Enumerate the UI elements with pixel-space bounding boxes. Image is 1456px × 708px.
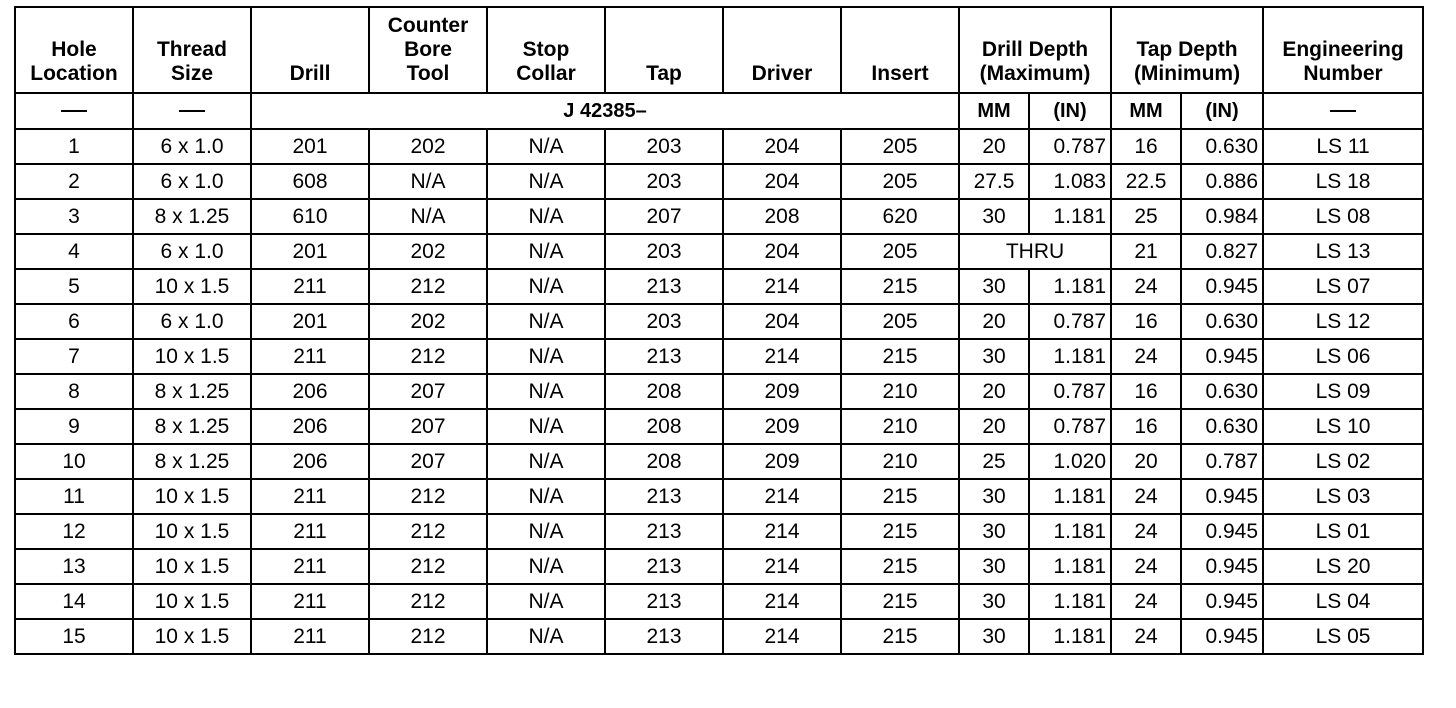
cell-drill: 610 xyxy=(251,199,369,234)
cell-tap-depth-mm: 24 xyxy=(1111,514,1181,549)
cell-insert: 210 xyxy=(841,374,959,409)
cell-engineering-number: LS 20 xyxy=(1263,549,1423,584)
cell-stop-collar: N/A xyxy=(487,234,605,269)
cell-drill-depth-mm: 30 xyxy=(959,269,1029,304)
cell-drill: 201 xyxy=(251,129,369,164)
cell-counter-bore-tool: N/A xyxy=(369,164,487,199)
cell-stop-collar: N/A xyxy=(487,164,605,199)
cell-drill-depth-mm: 30 xyxy=(959,479,1029,514)
cell-driver: 209 xyxy=(723,409,841,444)
table-row xyxy=(15,444,1423,479)
cell-engineering-number: LS 04 xyxy=(1263,584,1423,619)
table-row xyxy=(15,164,1423,199)
cell-insert: 205 xyxy=(841,164,959,199)
cell-driver: 214 xyxy=(723,619,841,654)
cell-tap-depth-mm: 16 xyxy=(1111,304,1181,339)
header-insert: Insert xyxy=(841,7,959,93)
cell-engineering-number: LS 05 xyxy=(1263,619,1423,654)
cell-hole-location: 4 xyxy=(15,234,133,269)
cell-tap: 203 xyxy=(605,164,723,199)
table-row xyxy=(15,409,1423,444)
cell-drill-depth-mm: 20 xyxy=(959,374,1029,409)
cell-insert: 210 xyxy=(841,409,959,444)
dash-mark xyxy=(61,110,87,112)
cell-thread-size: 8 x 1.25 xyxy=(133,199,251,234)
table-row xyxy=(15,304,1423,339)
cell-thread-size: 8 x 1.25 xyxy=(133,409,251,444)
cell-insert: 205 xyxy=(841,129,959,164)
cell-tap-depth-in: 0.945 xyxy=(1181,619,1263,654)
cell-stop-collar: N/A xyxy=(487,549,605,584)
cell-tap-depth-in: 0.630 xyxy=(1181,409,1263,444)
cell-tap-depth-mm: 16 xyxy=(1111,129,1181,164)
cell-stop-collar: N/A xyxy=(487,514,605,549)
cell-tap-depth-mm: 25 xyxy=(1111,199,1181,234)
cell-stop-collar: N/A xyxy=(487,199,605,234)
cell-tap: 213 xyxy=(605,514,723,549)
cell-counter-bore-tool: 212 xyxy=(369,549,487,584)
cell-tap: 203 xyxy=(605,234,723,269)
cell-engineering-number: LS 03 xyxy=(1263,479,1423,514)
cell-hole-location: 14 xyxy=(15,584,133,619)
subheader-tool-prefix: J 42385– xyxy=(251,93,959,129)
cell-thread-size: 10 x 1.5 xyxy=(133,339,251,374)
cell-hole-location: 6 xyxy=(15,304,133,339)
cell-insert: 205 xyxy=(841,234,959,269)
cell-drill-depth-mm: 30 xyxy=(959,619,1029,654)
table-row xyxy=(15,269,1423,304)
cell-thread-size: 6 x 1.0 xyxy=(133,304,251,339)
cell-engineering-number: LS 07 xyxy=(1263,269,1423,304)
table-row xyxy=(15,619,1423,654)
cell-thread-size: 10 x 1.5 xyxy=(133,619,251,654)
header-driver: Driver xyxy=(723,7,841,93)
cell-stop-collar: N/A xyxy=(487,374,605,409)
cell-tap-depth-mm: 24 xyxy=(1111,619,1181,654)
header-row xyxy=(15,7,1423,93)
cell-tap-depth-mm: 24 xyxy=(1111,549,1181,584)
cell-drill-depth-in: 1.181 xyxy=(1029,584,1111,619)
cell-counter-bore-tool: N/A xyxy=(369,199,487,234)
cell-counter-bore-tool: 212 xyxy=(369,514,487,549)
cell-engineering-number: LS 10 xyxy=(1263,409,1423,444)
cell-driver: 208 xyxy=(723,199,841,234)
hole-specification-table xyxy=(14,6,1424,655)
cell-hole-location: 1 xyxy=(15,129,133,164)
cell-drill: 206 xyxy=(251,374,369,409)
cell-drill: 211 xyxy=(251,269,369,304)
cell-tap: 208 xyxy=(605,444,723,479)
spec-table-container xyxy=(14,6,1424,655)
cell-counter-bore-tool: 202 xyxy=(369,304,487,339)
table-row xyxy=(15,199,1423,234)
cell-thread-size: 10 x 1.5 xyxy=(133,584,251,619)
cell-drill-depth-in: 1.181 xyxy=(1029,479,1111,514)
cell-hole-location: 12 xyxy=(15,514,133,549)
cell-tap-depth-in: 0.630 xyxy=(1181,374,1263,409)
cell-hole-location: 10 xyxy=(15,444,133,479)
cell-stop-collar: N/A xyxy=(487,304,605,339)
header-thread-size: Thread Size xyxy=(133,7,251,93)
cell-stop-collar: N/A xyxy=(487,409,605,444)
cell-tap-depth-in: 0.945 xyxy=(1181,479,1263,514)
cell-tap-depth-in: 0.630 xyxy=(1181,129,1263,164)
cell-thread-size: 6 x 1.0 xyxy=(133,129,251,164)
cell-insert: 215 xyxy=(841,584,959,619)
header-drill-depth: Drill Depth (Maximum) xyxy=(959,7,1111,93)
cell-tap: 208 xyxy=(605,409,723,444)
cell-tap-depth-mm: 16 xyxy=(1111,374,1181,409)
dash-mark xyxy=(1330,110,1356,112)
cell-hole-location: 2 xyxy=(15,164,133,199)
table-row xyxy=(15,514,1423,549)
cell-driver: 204 xyxy=(723,164,841,199)
cell-driver: 204 xyxy=(723,129,841,164)
cell-tap-depth-in: 0.945 xyxy=(1181,549,1263,584)
cell-tap: 213 xyxy=(605,269,723,304)
cell-tap-depth-mm: 24 xyxy=(1111,479,1181,514)
cell-thread-size: 8 x 1.25 xyxy=(133,444,251,479)
cell-tap-depth-in: 0.945 xyxy=(1181,339,1263,374)
cell-tap-depth-mm: 20 xyxy=(1111,444,1181,479)
cell-drill: 206 xyxy=(251,409,369,444)
cell-insert: 215 xyxy=(841,514,959,549)
cell-drill: 211 xyxy=(251,479,369,514)
subheader-drill-in: (IN) xyxy=(1029,93,1111,129)
dash-mark xyxy=(179,110,205,112)
cell-thread-size: 10 x 1.5 xyxy=(133,269,251,304)
table-row xyxy=(15,129,1423,164)
table-row xyxy=(15,234,1423,269)
cell-thread-size: 10 x 1.5 xyxy=(133,549,251,584)
cell-driver: 214 xyxy=(723,584,841,619)
cell-insert: 210 xyxy=(841,444,959,479)
cell-tap-depth-mm: 22.5 xyxy=(1111,164,1181,199)
cell-drill-depth-in: 0.787 xyxy=(1029,129,1111,164)
cell-drill: 211 xyxy=(251,514,369,549)
cell-drill: 211 xyxy=(251,619,369,654)
cell-tap-depth-in: 0.827 xyxy=(1181,234,1263,269)
cell-tap: 203 xyxy=(605,129,723,164)
cell-tap: 203 xyxy=(605,304,723,339)
cell-tap: 213 xyxy=(605,549,723,584)
cell-driver: 214 xyxy=(723,339,841,374)
cell-drill-depth-mm: 20 xyxy=(959,304,1029,339)
table-row xyxy=(15,549,1423,584)
cell-hole-location: 11 xyxy=(15,479,133,514)
cell-counter-bore-tool: 202 xyxy=(369,129,487,164)
header-counter-bore-tool: Counter Bore Tool xyxy=(369,7,487,93)
cell-tap-depth-mm: 21 xyxy=(1111,234,1181,269)
cell-drill-depth-in: 1.181 xyxy=(1029,269,1111,304)
cell-driver: 214 xyxy=(723,479,841,514)
cell-insert: 620 xyxy=(841,199,959,234)
cell-drill-depth-in: 0.787 xyxy=(1029,374,1111,409)
header-tap-depth: Tap Depth (Minimum) xyxy=(1111,7,1263,93)
cell-insert: 215 xyxy=(841,619,959,654)
cell-hole-location: 9 xyxy=(15,409,133,444)
cell-thread-size: 8 x 1.25 xyxy=(133,374,251,409)
cell-drill-depth-mm: 27.5 xyxy=(959,164,1029,199)
cell-stop-collar: N/A xyxy=(487,584,605,619)
cell-tap-depth-in: 0.945 xyxy=(1181,269,1263,304)
cell-drill-depth-mm: 30 xyxy=(959,199,1029,234)
cell-drill: 211 xyxy=(251,549,369,584)
cell-drill: 211 xyxy=(251,584,369,619)
table-row xyxy=(15,479,1423,514)
cell-tap-depth-mm: 24 xyxy=(1111,339,1181,374)
cell-tap-depth-in: 0.945 xyxy=(1181,584,1263,619)
cell-drill-depth-mm: 30 xyxy=(959,339,1029,374)
cell-engineering-number: LS 06 xyxy=(1263,339,1423,374)
cell-drill-depth-mm: 30 xyxy=(959,584,1029,619)
cell-tap-depth-mm: 16 xyxy=(1111,409,1181,444)
cell-counter-bore-tool: 212 xyxy=(369,339,487,374)
cell-tap: 207 xyxy=(605,199,723,234)
cell-engineering-number: LS 01 xyxy=(1263,514,1423,549)
cell-driver: 214 xyxy=(723,549,841,584)
cell-hole-location: 13 xyxy=(15,549,133,584)
cell-engineering-number: LS 02 xyxy=(1263,444,1423,479)
cell-drill-depth-in: 1.181 xyxy=(1029,549,1111,584)
cell-insert: 215 xyxy=(841,549,959,584)
cell-engineering-number: LS 08 xyxy=(1263,199,1423,234)
cell-stop-collar: N/A xyxy=(487,339,605,374)
cell-drill-depth-in: 0.787 xyxy=(1029,409,1111,444)
cell-tap: 213 xyxy=(605,339,723,374)
cell-stop-collar: N/A xyxy=(487,269,605,304)
cell-counter-bore-tool: 207 xyxy=(369,444,487,479)
cell-drill: 201 xyxy=(251,234,369,269)
cell-counter-bore-tool: 207 xyxy=(369,374,487,409)
cell-drill: 206 xyxy=(251,444,369,479)
table-row xyxy=(15,339,1423,374)
cell-tap-depth-in: 0.945 xyxy=(1181,514,1263,549)
cell-counter-bore-tool: 212 xyxy=(369,584,487,619)
cell-hole-location: 15 xyxy=(15,619,133,654)
cell-tap-depth-in: 0.630 xyxy=(1181,304,1263,339)
cell-tap-depth-mm: 24 xyxy=(1111,584,1181,619)
subheader-tap-mm: MM xyxy=(1111,93,1181,129)
header-engineering-number: Engineering Number xyxy=(1263,7,1423,93)
subheader-drill-mm: MM xyxy=(959,93,1029,129)
cell-drill-depth-in: 1.181 xyxy=(1029,619,1111,654)
cell-drill: 608 xyxy=(251,164,369,199)
cell-hole-location: 7 xyxy=(15,339,133,374)
cell-drill-depth-mm: 25 xyxy=(959,444,1029,479)
cell-insert: 215 xyxy=(841,339,959,374)
cell-engineering-number: LS 11 xyxy=(1263,129,1423,164)
cell-tap: 213 xyxy=(605,619,723,654)
cell-insert: 205 xyxy=(841,304,959,339)
cell-engineering-number: LS 18 xyxy=(1263,164,1423,199)
cell-stop-collar: N/A xyxy=(487,129,605,164)
cell-counter-bore-tool: 212 xyxy=(369,269,487,304)
cell-insert: 215 xyxy=(841,269,959,304)
cell-tap: 213 xyxy=(605,584,723,619)
subheader-dash-engineering xyxy=(1263,93,1423,129)
cell-engineering-number: LS 09 xyxy=(1263,374,1423,409)
cell-driver: 209 xyxy=(723,374,841,409)
subheader-dash-thread xyxy=(133,93,251,129)
cell-hole-location: 3 xyxy=(15,199,133,234)
cell-tap: 208 xyxy=(605,374,723,409)
cell-drill-depth-mm: 30 xyxy=(959,549,1029,584)
header-hole-location: Hole Location xyxy=(15,7,133,93)
cell-counter-bore-tool: 212 xyxy=(369,619,487,654)
cell-driver: 204 xyxy=(723,234,841,269)
cell-drill-depth-mm: 20 xyxy=(959,409,1029,444)
cell-drill-depth-in: 1.083 xyxy=(1029,164,1111,199)
cell-thread-size: 6 x 1.0 xyxy=(133,164,251,199)
cell-drill-depth-mm: 20 xyxy=(959,129,1029,164)
subheader-tap-in: (IN) xyxy=(1181,93,1263,129)
cell-counter-bore-tool: 202 xyxy=(369,234,487,269)
cell-driver: 204 xyxy=(723,304,841,339)
cell-insert: 215 xyxy=(841,479,959,514)
cell-thread-size: 6 x 1.0 xyxy=(133,234,251,269)
cell-thread-size: 10 x 1.5 xyxy=(133,479,251,514)
cell-drill-depth-in: 1.181 xyxy=(1029,514,1111,549)
cell-driver: 209 xyxy=(723,444,841,479)
cell-engineering-number: LS 12 xyxy=(1263,304,1423,339)
cell-stop-collar: N/A xyxy=(487,619,605,654)
cell-hole-location: 8 xyxy=(15,374,133,409)
cell-drill-depth-in: 1.181 xyxy=(1029,339,1111,374)
cell-stop-collar: N/A xyxy=(487,444,605,479)
cell-tap: 213 xyxy=(605,479,723,514)
cell-counter-bore-tool: 207 xyxy=(369,409,487,444)
table-row xyxy=(15,584,1423,619)
cell-tap-depth-in: 0.787 xyxy=(1181,444,1263,479)
cell-engineering-number: LS 13 xyxy=(1263,234,1423,269)
cell-drill: 201 xyxy=(251,304,369,339)
cell-drill-depth-in: 1.181 xyxy=(1029,199,1111,234)
cell-drill: 211 xyxy=(251,339,369,374)
cell-hole-location: 5 xyxy=(15,269,133,304)
cell-drill-depth-in: 0.787 xyxy=(1029,304,1111,339)
cell-driver: 214 xyxy=(723,269,841,304)
table-row xyxy=(15,374,1423,409)
cell-stop-collar: N/A xyxy=(487,479,605,514)
cell-tap-depth-mm: 24 xyxy=(1111,269,1181,304)
header-drill: Drill xyxy=(251,7,369,93)
cell-thread-size: 10 x 1.5 xyxy=(133,514,251,549)
subheader-dash-hole xyxy=(15,93,133,129)
header-stop-collar: Stop Collar xyxy=(487,7,605,93)
cell-drill-depth-mm: 30 xyxy=(959,514,1029,549)
cell-driver: 214 xyxy=(723,514,841,549)
cell-tap-depth-in: 0.984 xyxy=(1181,199,1263,234)
cell-drill-depth-thru: THRU xyxy=(959,234,1111,269)
header-tap: Tap xyxy=(605,7,723,93)
cell-drill-depth-in: 1.020 xyxy=(1029,444,1111,479)
cell-counter-bore-tool: 212 xyxy=(369,479,487,514)
subheader-row xyxy=(15,93,1423,129)
cell-tap-depth-in: 0.886 xyxy=(1181,164,1263,199)
